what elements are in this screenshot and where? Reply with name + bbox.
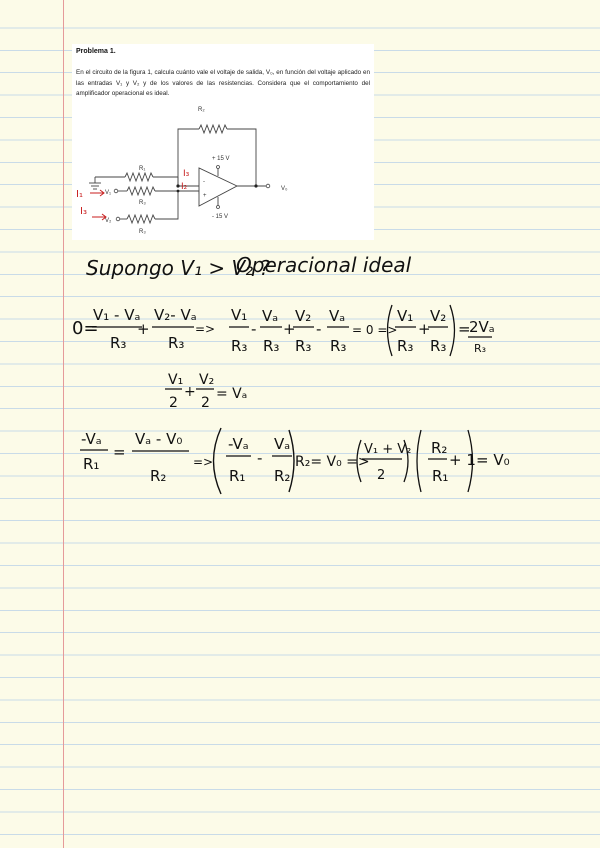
- eq3-paren1-left: [214, 428, 222, 494]
- eq1-frac6-num: Vₐ: [329, 307, 346, 325]
- eq3-frac5-den: 2: [377, 468, 386, 483]
- resistor-r3-b: [127, 215, 155, 223]
- terminal-vo: [266, 184, 270, 188]
- eq1-arrow: =>: [195, 322, 216, 336]
- circuit-diagram: [89, 125, 268, 223]
- node-noninverting: [177, 190, 180, 193]
- eq3-arrow: =>: [193, 455, 214, 469]
- eq3-frac4-num: Vₐ: [274, 435, 291, 453]
- note-suppose: Supongo V₁ > V₂ ?: [86, 256, 271, 280]
- terminal-vplus: [217, 166, 220, 169]
- eq1-frac3-den: R₃: [231, 337, 248, 355]
- eq1-frac6-den: R₃: [330, 337, 347, 355]
- eq1-frac5-num: V₂: [295, 307, 312, 325]
- equation-1: [72, 305, 495, 356]
- label-v1: V₁: [105, 190, 112, 196]
- eq1-equals: =: [458, 320, 471, 338]
- eq1-paren-frac2-den: R₃: [430, 337, 447, 355]
- eq2-plus: +: [184, 384, 196, 400]
- eq1-frac2-den: R₃: [168, 334, 185, 352]
- eq1-frac5-den: R₃: [295, 337, 312, 355]
- eq1-paren-frac1-num: V₁: [397, 307, 414, 325]
- eq3-frac6-num: R₂: [431, 439, 448, 457]
- note-ideal-opamp: Operacional ideal: [236, 253, 412, 277]
- terminal-v1: [114, 189, 118, 193]
- current-i-bottom-label: I₃: [80, 206, 87, 217]
- resistor-r3-a: [127, 187, 155, 195]
- eq2-frac1-den: 2: [169, 395, 178, 411]
- eq2-frac2-den: 2: [201, 395, 210, 411]
- wire-r3b-right: [155, 191, 178, 219]
- label-vo: V₀: [281, 186, 288, 192]
- eq1-eq-zero: = 0 =>: [352, 323, 398, 337]
- eq1-lhs: 0=: [72, 318, 99, 339]
- eq1-frac2-num: V₂- Vₐ: [154, 306, 197, 324]
- eq3-frac2-num: Vₐ - V₀: [135, 430, 183, 448]
- label-r1: R₁: [139, 166, 146, 172]
- label-plus-sign: +: [203, 193, 207, 199]
- eq1-plus3: +: [418, 320, 431, 338]
- eq2-frac2-num: V₂: [199, 372, 215, 388]
- label-minus-sign: -: [203, 179, 205, 185]
- eq3-frac3-num: -Vₐ: [228, 435, 249, 453]
- eq3-minus: -: [257, 449, 263, 467]
- eq1-paren-frac2-num: V₂: [430, 307, 447, 325]
- terminal-v2: [116, 217, 120, 221]
- terminal-vminus: [217, 206, 220, 209]
- eq3-middle: R₂= V₀ =>: [295, 454, 370, 470]
- eq1-frac1-den: R₃: [110, 334, 127, 352]
- label-r3-b: R₃: [139, 229, 146, 235]
- current-i3-label: I₃: [183, 169, 190, 179]
- eq1-frac1-num: V₁ - Vₐ: [93, 306, 141, 324]
- eq3-frac4-den: R₂: [274, 467, 291, 485]
- eq1-paren-right: [450, 305, 455, 356]
- eq3-frac3-den: R₁: [229, 467, 246, 485]
- eq3-plus-one: + 1: [449, 451, 476, 469]
- eq1-plus2: +: [283, 320, 296, 338]
- node-output: [254, 184, 257, 187]
- eq1-plus1: +: [137, 320, 150, 338]
- node-inverting: [176, 184, 179, 187]
- current-i2-label: I₂: [181, 182, 188, 192]
- label-vplus: + 15 V: [212, 156, 230, 162]
- eq3-rhs: = V₀: [476, 451, 510, 469]
- circuit-labels: [105, 107, 288, 235]
- equation-3: [80, 428, 510, 494]
- eq2-frac1-num: V₁: [168, 372, 184, 388]
- problem-statement: En el circuito de la figura 1, calcula cuánto vale el voltaje de salida, V₀, en función del voltaje aplicado en las entradas V₁ y V₂ y de los valores de las resistencias. Considera que el comportamiento del amplificador operacional es ideal.: [76, 69, 370, 98]
- label-vminus: - 15 V: [212, 214, 229, 220]
- eq1-result-num: 2Vₐ: [469, 318, 495, 336]
- eq1-frac4-num: Vₐ: [262, 307, 279, 325]
- eq2-rhs: = Vₐ: [216, 386, 248, 402]
- eq1-paren-frac1-den: R₃: [397, 337, 414, 355]
- eq1-frac3-num: V₁: [231, 306, 248, 324]
- eq1-minus2: -: [316, 320, 322, 338]
- eq3-frac1-den: R₁: [83, 455, 100, 473]
- label-r2: R₂: [198, 107, 205, 113]
- eq3-paren3-left: [417, 430, 421, 492]
- resistor-r1: [125, 173, 153, 181]
- eq1-minus1: -: [251, 320, 257, 338]
- eq3-frac2-den: R₂: [150, 467, 167, 485]
- handwritten-notes: [86, 253, 412, 280]
- eq3-eq: =: [113, 443, 126, 461]
- label-r3-a: R₃: [139, 200, 146, 206]
- eq3-frac1-num: -Vₐ: [81, 430, 102, 448]
- wire-feedback-right: [227, 129, 256, 186]
- eq3-frac6-den: R₁: [432, 467, 449, 485]
- eq3-frac5-num: V₁ + V₂: [364, 442, 412, 457]
- eq1-result-den: R₃: [474, 342, 487, 355]
- problem-title: Problema 1.: [76, 48, 116, 55]
- current-i1-label: I₁: [76, 189, 83, 200]
- eq1-frac4-den: R₃: [263, 337, 280, 355]
- resistor-r2: [199, 125, 227, 133]
- label-v2: V₂: [105, 218, 112, 224]
- equation-2: [165, 372, 247, 411]
